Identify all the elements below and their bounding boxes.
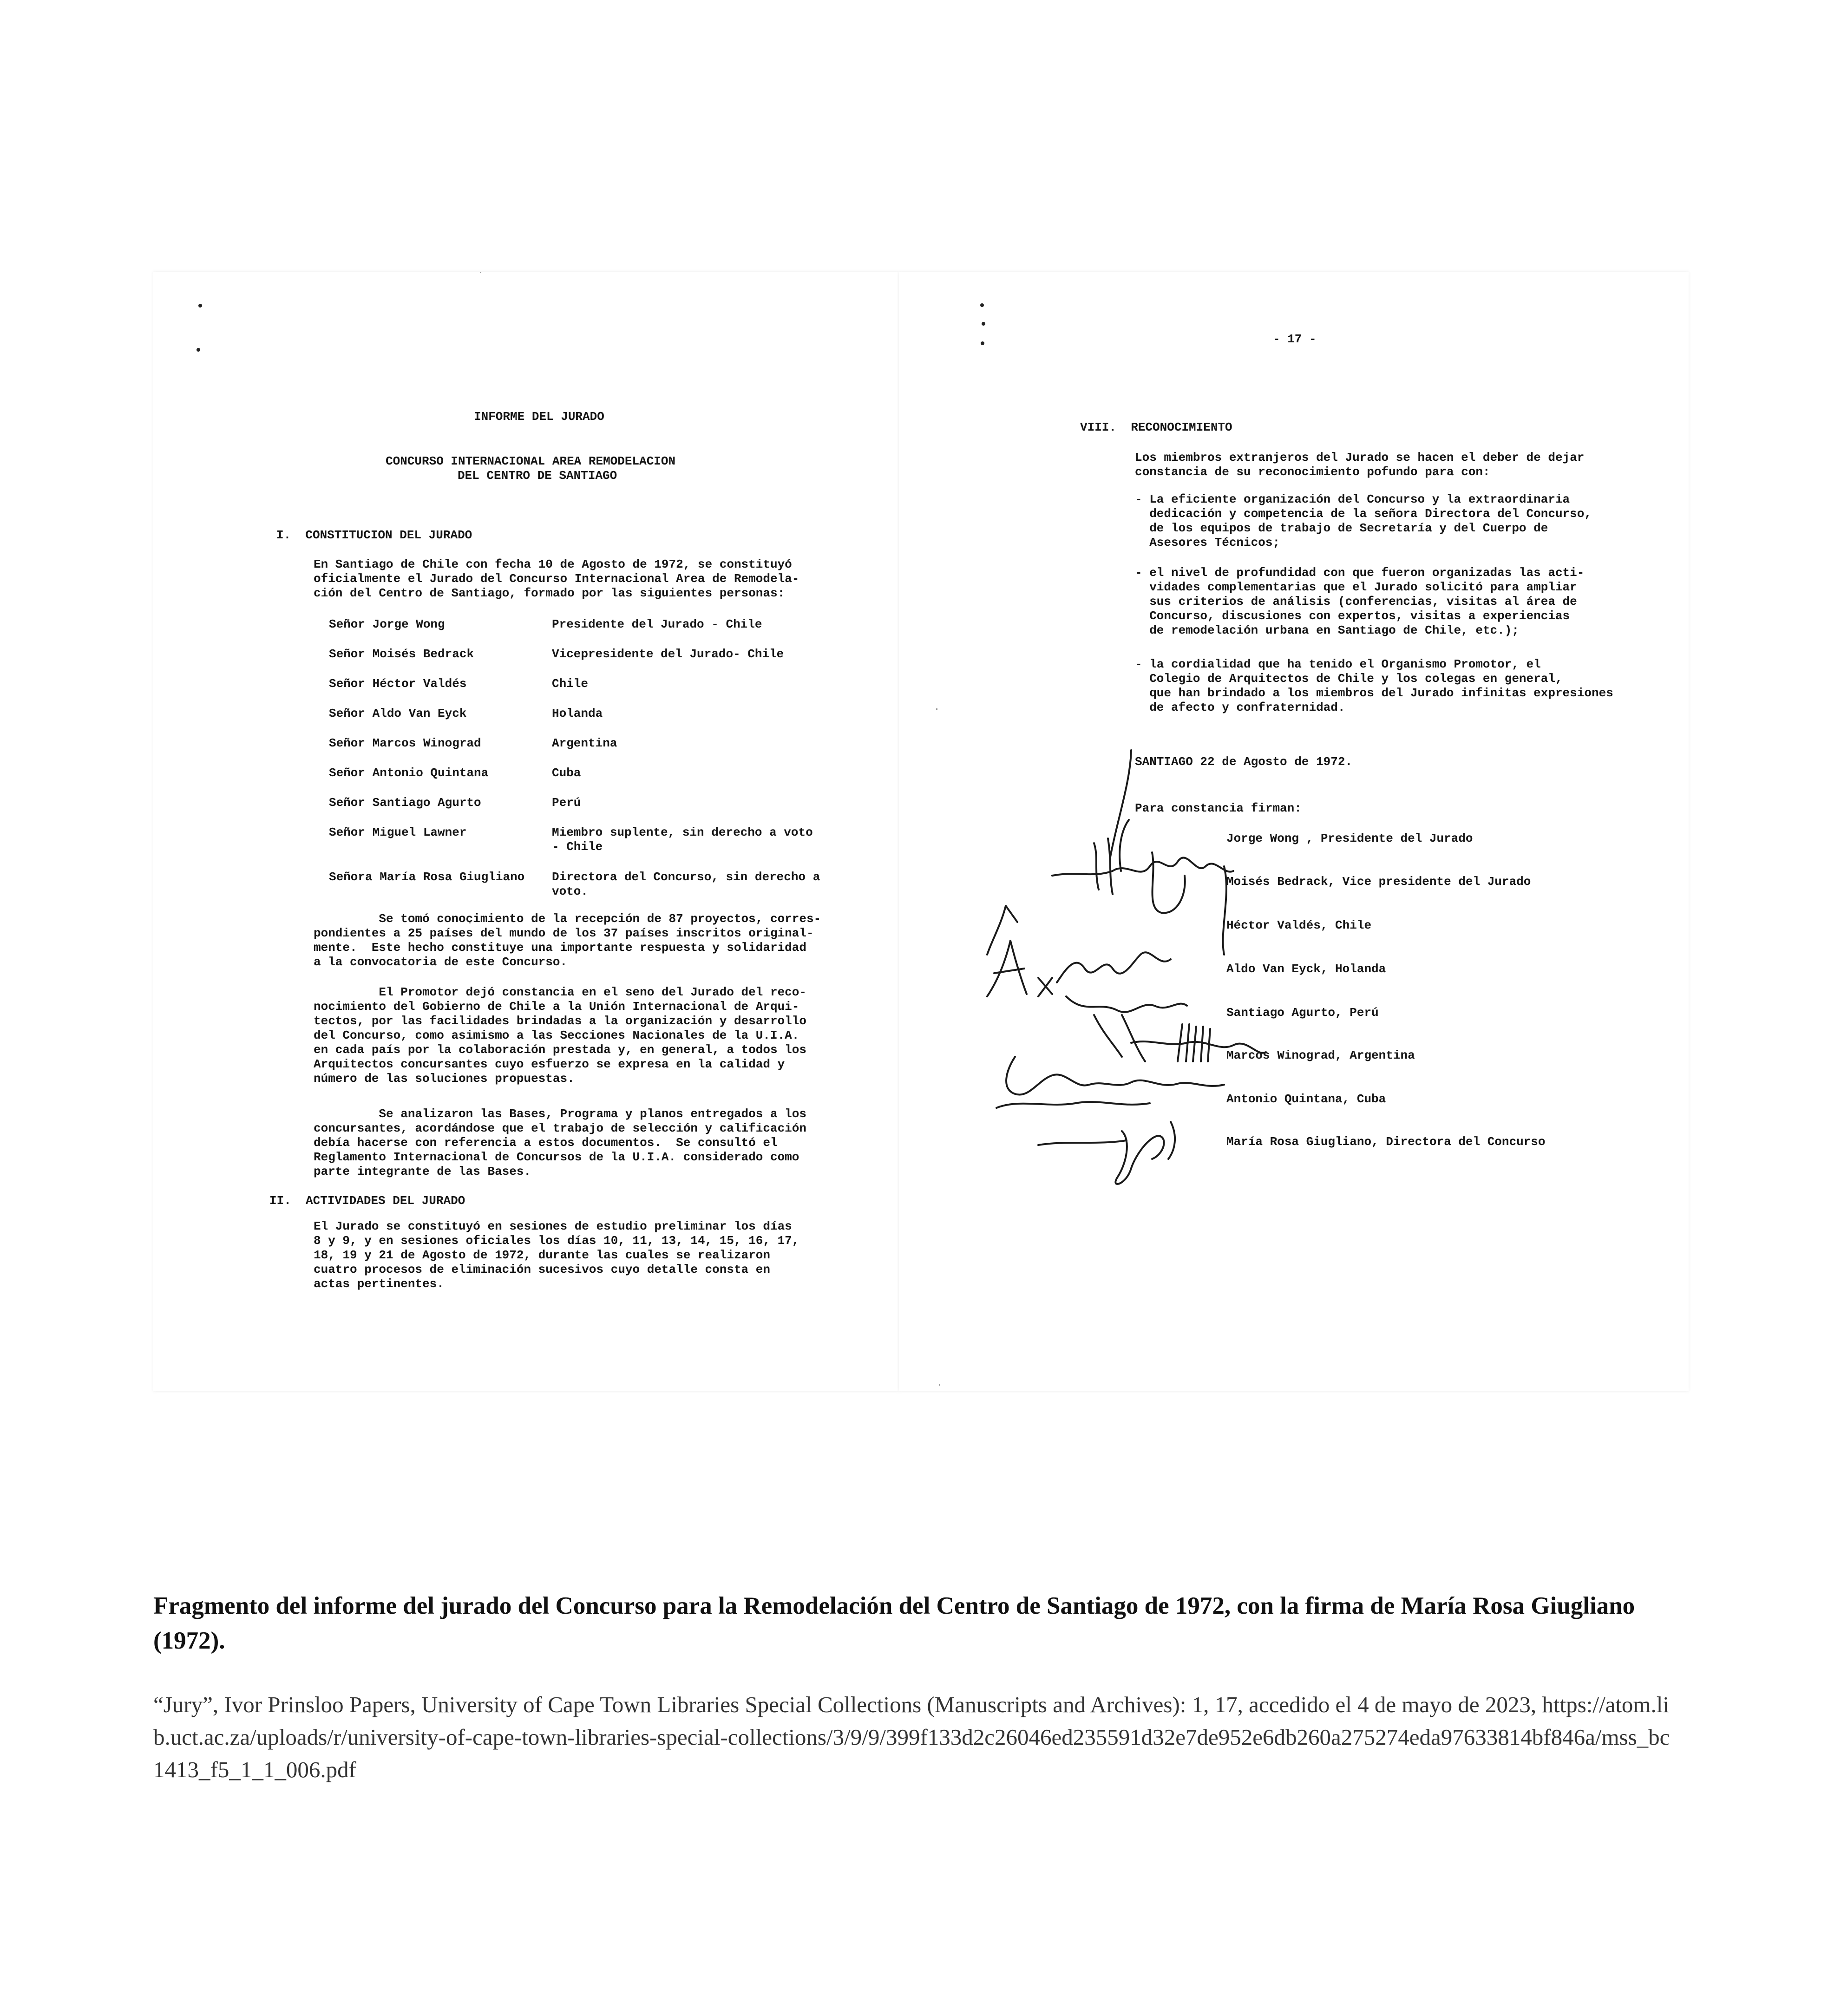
scan-speck (198, 304, 202, 308)
signatory-line: Antonio Quintana, Cuba (1226, 1092, 1386, 1106)
member-role: Miembro suplente, sin derecho a voto - Chile (552, 825, 813, 854)
paragraph-promoter-acknowledgement: El Promotor dejó constancia en el seno del Jurado del reco- nocimiento del Gobierno de Chile a la Unión Internacional de Arqui- tectos, por las facilidades brindadas a la organización y desarrollo del Concurso, como asimismo a las Secciones Nacionales de la U.I.A. en cada país por la colaboración prestada y, en general, a todos los Arquitectos concursantes cuyo esfuerzo se expresa en la calidad y número de las soluciones propuestas. (314, 985, 806, 1086)
acknowledgement-bullet: - La eficiente organización del Concurso y la extraordinaria dedicación y competencia de la señora Directora del Concurso, de los equipos de trabajo de Secretaría y del Cuerpo de Asesores Técnicos; (1135, 492, 1592, 550)
report-subtitle-line-2: DEL CENTRO DE SANTIAGO (458, 469, 617, 483)
member-role: Holanda (552, 707, 603, 720)
signature-stroke (1038, 1140, 1127, 1145)
member-name: Señor Héctor Valdés (329, 677, 467, 691)
member-name: Señor Jorge Wong (329, 617, 445, 631)
signature-stroke (1120, 820, 1129, 871)
member-name: Señor Aldo Van Eyck (329, 707, 467, 720)
handwritten-signatures (899, 272, 1689, 1391)
signature-stroke (1131, 1041, 1266, 1053)
signatory-line: Jorge Wong , Presidente del Jurado (1226, 831, 1473, 845)
signature-stroke (1006, 1057, 1224, 1095)
signatory-line: Marcos Winograd, Argentina (1226, 1048, 1415, 1062)
member-role: Perú (552, 796, 581, 810)
signatory-line: María Rosa Giugliano, Directora del Concurso (1226, 1135, 1546, 1149)
section-2-text: El Jurado se constituyó en sesiones de estudio preliminar los días 8 y 9, y en sesiones oficiales los días 10, 11, 13, 14, 15, 16, 17, 18, 19 y 21 de Agosto de 1972, durante las cuales se realizaron cuatro procesos de eliminación sucesivos cuyo detalle consta en actas pertinentes. (314, 1219, 799, 1291)
acknowledgement-bullet: - la cordialidad que ha tenido el Organismo Promotor, el Colegio de Arquitectos de Chile y los colegas en general, que han brindado a los miembros del Jurado infinitas expresiones de afecto y confraternidad. (1135, 657, 1613, 714)
signatory-line: Héctor Valdés, Chile (1226, 918, 1372, 932)
figure-caption-source: “Jury”, Ivor Prinsloo Papers, University of Cape Town Libraries Special Collections (Manuscripts and Archives): 1, 17, accedido el 4 de mayo de 2023, https://atom.lib.uct.ac.za/uploads/r/university-of-cape-town-libraries-special-collections/3/9/9/399f133d2c26046ed235591d32e7de952e6db260a275274eda97633814bf846a/mss_bc1413_f5_1_1_006.pdf (153, 1692, 1670, 1782)
member-role: Cuba (552, 766, 581, 780)
acknowledgement-bullet: - el nivel de profundidad con que fueron organizadas las acti- vidades complementarias que el Jurado solicitó para ampliar sus criterios de análisis (conferencias, visitas al área de Concurso, discusiones con expertos, visitas a experiencias de remodelación urbana en Santiago de Chile, etc.); (1135, 566, 1585, 637)
paragraph-bases-analysis: Se analizaron las Bases, Programa y planos entregados a los concursantes, acordándose que el trabajo de selección y calificación debía hacerse con referencia a estos documentos. Se consultó el Reglamento Internacional de Concursos de la U.I.A. considerado como parte integrante de las Bases. (314, 1107, 806, 1178)
member-role: Presidente del Jurado - Chile (552, 617, 762, 631)
paragraph-projects-received: Se tomó conocimiento de la recepción de 87 proyectos, corres- pondientes a 25 países del mundo de los 37 países inscritos original- mente. Este hecho constituye una importante respuesta y solidaridad a la convocatoria de este Concurso. (314, 912, 821, 969)
signatory-line: Aldo Van Eyck, Holanda (1226, 962, 1386, 976)
member-name: Señor Santiago Agurto (329, 796, 481, 810)
signature-stroke (1094, 1015, 1145, 1061)
member-role: Argentina (552, 736, 617, 750)
member-name: Señor Miguel Lawner (329, 825, 467, 839)
section-2-heading: II. ACTIVIDADES DEL JURADO (269, 1194, 465, 1208)
signature-stroke (1038, 952, 1171, 996)
signatory-line: Moisés Bedrack, Vice presidente del Jurado (1226, 875, 1531, 889)
section-1-heading: I. CONSTITUCION DEL JURADO (276, 528, 472, 542)
signature-stroke (1094, 838, 1113, 894)
member-name: Señora María Rosa Giugliano (329, 870, 525, 884)
scan-page-right (899, 272, 1689, 1391)
member-name: Señor Marcos Winograd (329, 736, 481, 750)
scan-page-left (153, 272, 899, 1391)
signing-intro: Para constancia firman: (1135, 801, 1302, 815)
signature-stroke (1066, 996, 1187, 1012)
signing-date: SANTIAGO 22 de Agosto de 1972. (1135, 755, 1353, 769)
signature-stroke (1115, 1131, 1164, 1184)
signatory-line: Santiago Agurto, Perú (1226, 1006, 1379, 1020)
acknowledgement-intro: Los miembros extranjeros del Jurado se hacen el deber de dejar constancia de su reconocimiento pofundo para con: (1135, 451, 1585, 479)
member-name: Señor Moisés Bedrack (329, 647, 474, 661)
page-number: - 17 - (1273, 332, 1317, 346)
scan-speck (197, 348, 200, 352)
member-name: Señor Antonio Quintana (329, 766, 489, 780)
member-role: Vicepresidente del Jurado- Chile (552, 647, 784, 661)
signature-stroke (996, 1102, 1150, 1108)
signature-stroke (1223, 866, 1226, 955)
report-subtitle-line-1: CONCURSO INTERNACIONAL AREA REMODELACION (386, 454, 676, 468)
member-role: Chile (552, 677, 589, 691)
signature-stroke (1168, 1122, 1175, 1159)
member-role: Directora del Concurso, sin derecho a voto. (552, 870, 820, 898)
signature-stroke (1052, 857, 1233, 876)
signature-stroke (987, 941, 1027, 996)
report-title: INFORME DEL JURADO (474, 410, 604, 424)
figure-caption-title: Fragmento del informe del jurado del Concurso para la Remodelación del Centro de Santiago de 1972, con la firma de María Rosa Giugliano (1972). (153, 1592, 1635, 1654)
section-8-heading: VIII. RECONOCIMIENTO (1080, 420, 1232, 434)
section-1-intro: En Santiago de Chile con fecha 10 de Agosto de 1972, se constituyó oficialmente el Jurado del Concurso Internacional Area de Remodela- ción del Centro de Santiago, formado por las siguientes personas: (314, 557, 799, 600)
scan-speck (480, 272, 481, 273)
